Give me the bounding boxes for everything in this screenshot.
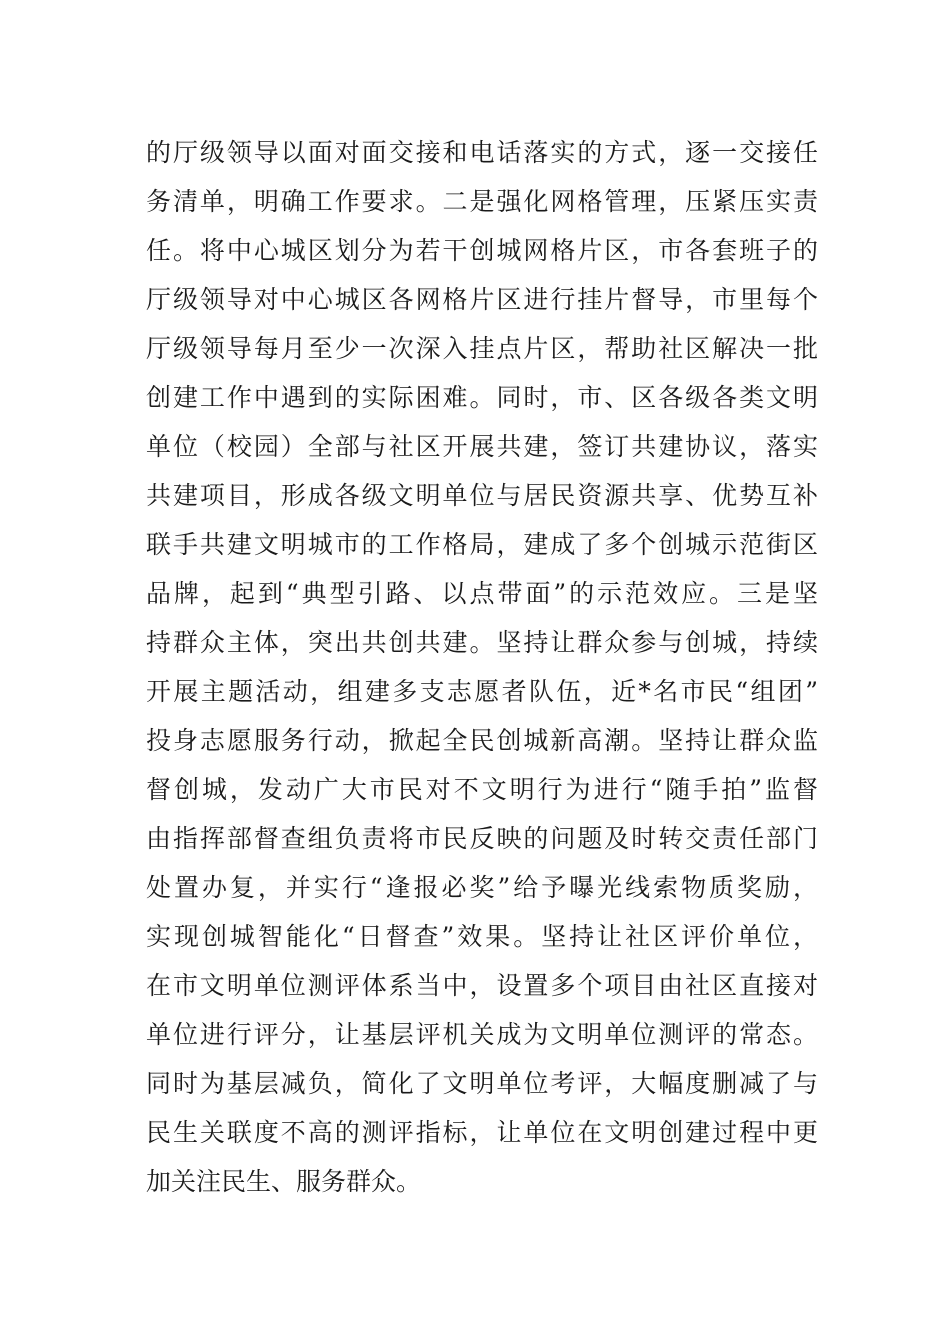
body-paragraph <box>146 128 818 1206</box>
text-line: 加关注民生、服务群众。 <box>146 1167 422 1196</box>
text-line: 民生关联度不高的测评指标，让单位在文明创建过程中更 <box>146 1118 818 1147</box>
text-line: 品牌，起到“典型引路、以点带面”的示范效应。三是坚 <box>146 579 818 608</box>
text-line: 单位（校园）全部与社区开展共建，签订共建协议，落实 <box>146 432 818 461</box>
text-line: 持群众主体，突出共创共建。坚持让群众参与创城，持续 <box>146 628 818 657</box>
text-line: 厅级领导对中心城区各网格片区进行挂片督导，市里每个 <box>146 285 818 314</box>
text-line: 实现创城智能化“日督查”效果。坚持让社区评价单位， <box>146 922 818 951</box>
text-line: 在市文明单位测评体系当中，设置多个项目由社区直接对 <box>146 971 818 1000</box>
text-line: 的厅级领导以面对面交接和电话落实的方式，逐一交接任 <box>146 138 818 167</box>
text-line: 单位进行评分，让基层评机关成为文明单位测评的常态。 <box>146 1020 818 1049</box>
text-line: 务清单，明确工作要求。二是强化网格管理，压紧压实责 <box>146 187 818 216</box>
text-line: 投身志愿服务行动，掀起全民创城新高潮。坚持让群众监 <box>146 726 818 755</box>
text-line: 任。将中心城区划分为若干创城网格片区，市各套班子的 <box>146 236 818 265</box>
text-line: 创建工作中遇到的实际困难。同时，市、区各级各类文明 <box>146 383 818 412</box>
text-line: 督创城，发动广大市民对不文明行为进行“随手拍”监督 <box>146 775 818 804</box>
text-line: 开展主题活动，组建多支志愿者队伍，近*名市民“组团” <box>146 677 818 706</box>
text-line: 由指挥部督查组负责将市民反映的问题及时转交责任部门 <box>146 824 818 853</box>
text-line: 共建项目，形成各级文明单位与居民资源共享、优势互补 <box>146 481 818 510</box>
text-line: 同时为基层减负，简化了文明单位考评，大幅度删减了与 <box>146 1069 818 1098</box>
text-line: 处置办复，并实行“逢报必奖”给予曝光线索物质奖励， <box>146 873 818 902</box>
text-line: 联手共建文明城市的工作格局，建成了多个创城示范街区 <box>146 530 818 559</box>
text-line: 厅级领导每月至少一次深入挂点片区，帮助社区解决一批 <box>146 334 818 363</box>
